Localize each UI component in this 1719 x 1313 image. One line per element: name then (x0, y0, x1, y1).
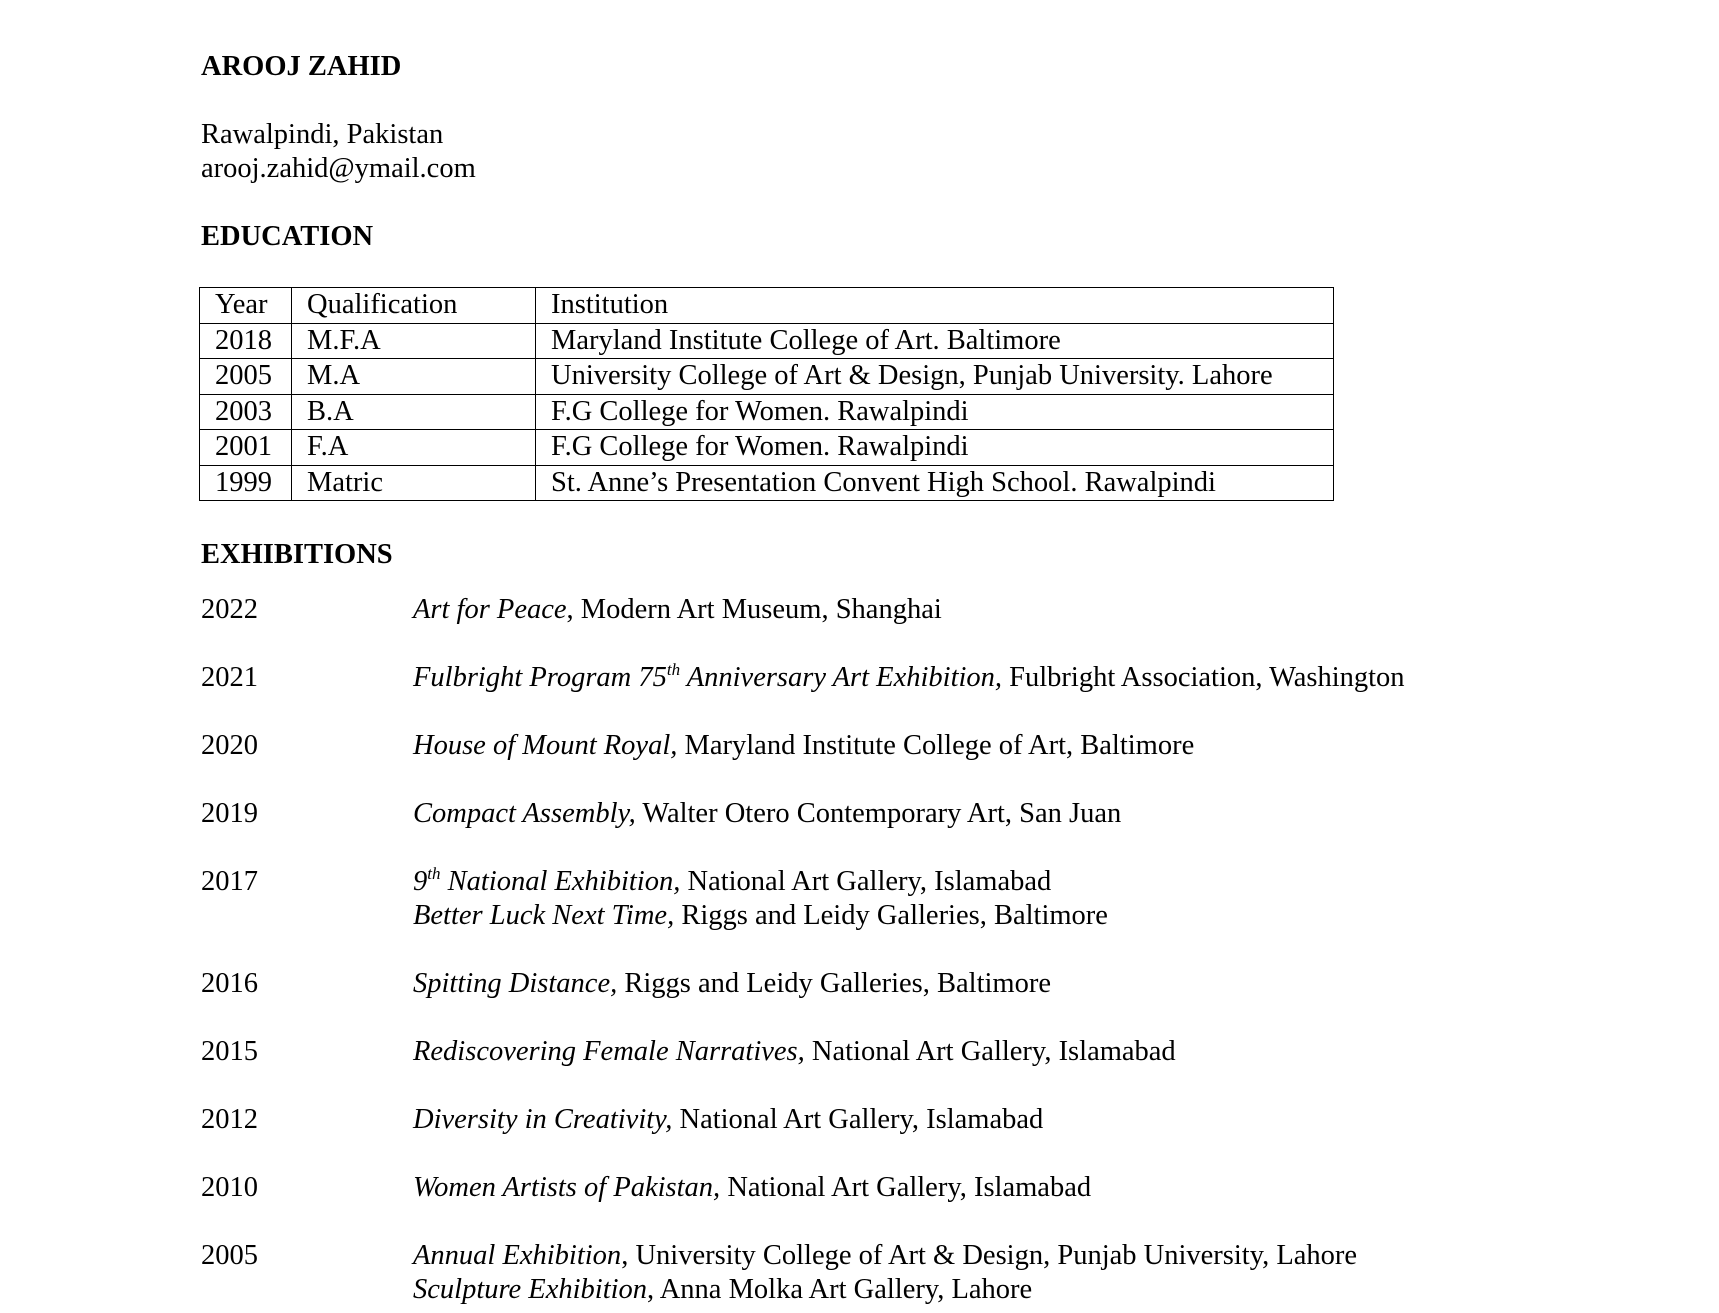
education-table (199, 287, 1334, 501)
column-header-institution: Institution (536, 288, 1334, 324)
exhibition-item (413, 661, 1405, 695)
exhibition-title (413, 1036, 805, 1067)
exhibition-item (413, 1273, 1357, 1307)
column-header-year: Year (200, 288, 292, 324)
exhibition-venue: Maryland Institute College of Art, Baltimore (677, 730, 1195, 761)
exhibition-items (413, 729, 1194, 763)
exhibition-items (413, 1239, 1357, 1307)
exhibition-venue: National Art Gallery, Islamabad (804, 1036, 1176, 1067)
table-row (200, 323, 1334, 359)
exhibition-venue: National Art Gallery, Islamabad (672, 1104, 1044, 1135)
table-row (200, 465, 1334, 501)
exhibition-year: 2012 (201, 1104, 258, 1135)
education-year: 2005 (200, 359, 292, 395)
exhibition-item (413, 865, 1108, 899)
exhibition-title (413, 866, 680, 897)
exhibition-title-text: Annual Exhibition (413, 1240, 622, 1271)
exhibition-title (413, 662, 1002, 693)
exhibition-title (413, 1240, 621, 1271)
education-institution: University College of Art & Design, Punjab University. Lahore (536, 359, 1334, 395)
exhibitions-heading: EXHIBITIONS (201, 539, 393, 570)
exhibition-title-text: Compact Assembly, (413, 798, 636, 829)
exhibition-title (413, 1274, 647, 1305)
exhibition-title (413, 798, 636, 829)
education-qualification: M.A (292, 359, 536, 395)
column-header-qualification: Qualification (292, 288, 536, 324)
education-institution: St. Anne’s Presentation Convent High School. Rawalpindi (536, 465, 1334, 501)
education-heading: EDUCATION (201, 221, 374, 252)
exhibition-item (413, 967, 1051, 1001)
education-qualification: F.A (292, 430, 536, 466)
exhibition-title-text: Spitting Distance, (413, 968, 618, 999)
exhibition-title (413, 968, 617, 999)
exhibition-item (413, 729, 1194, 763)
exhibition-items (413, 1171, 1091, 1205)
education-qualification: Matric (292, 465, 536, 501)
education-institution: F.G College for Women. Rawalpindi (536, 394, 1334, 430)
exhibition-venue: Riggs and Leidy Galleries, Baltimore (674, 900, 1108, 931)
exhibition-title-text: Rediscovering Female Narratives, (413, 1036, 805, 1067)
exhibition-title (413, 900, 674, 931)
table-row (200, 430, 1334, 466)
exhibition-item (413, 1103, 1043, 1137)
cv-name: AROOJ ZAHID (201, 51, 402, 82)
exhibition-venue: , University College of Art & Design, Punjab University, Lahore (621, 1240, 1358, 1271)
exhibition-venue: , Anna Molka Art Gallery, Lahore (647, 1274, 1033, 1305)
exhibition-year: 2021 (201, 662, 258, 693)
ordinal-suffix: th (427, 864, 441, 883)
education-header-row (200, 288, 1334, 324)
exhibition-item (413, 1171, 1091, 1205)
exhibition-title-text: Better Luck Next Time, (413, 900, 675, 931)
exhibition-year: 2016 (201, 968, 258, 999)
exhibition-year: 2020 (201, 730, 258, 761)
exhibition-venue: National Art Gallery, Islamabad (680, 866, 1052, 897)
education-institution: Maryland Institute College of Art. Baltimore (536, 323, 1334, 359)
education-year: 1999 (200, 465, 292, 501)
education-year: 2003 (200, 394, 292, 430)
exhibition-year: 2010 (201, 1172, 258, 1203)
exhibition-year: 2022 (201, 594, 258, 625)
education-year: 2001 (200, 430, 292, 466)
education-qualification: B.A (292, 394, 536, 430)
exhibition-items (413, 1035, 1176, 1069)
exhibition-title (413, 1172, 720, 1203)
exhibition-items (413, 967, 1051, 1001)
exhibition-item (413, 797, 1121, 831)
table-row (200, 359, 1334, 395)
exhibition-items (413, 865, 1108, 933)
exhibition-title-text: Art for Peace (413, 594, 567, 625)
exhibition-title-text: Women Artists of Pakistan, (413, 1172, 721, 1203)
exhibition-title-text: House of Mount Royal, (413, 730, 678, 761)
exhibition-title-text: 9 (413, 866, 428, 897)
education-year: 2018 (200, 323, 292, 359)
exhibition-year: 2019 (201, 798, 258, 829)
exhibition-title (413, 730, 677, 761)
exhibition-items (413, 593, 942, 627)
exhibition-title (413, 1104, 672, 1135)
exhibition-venue: Fulbright Association, Washington (1002, 662, 1405, 693)
table-row (200, 394, 1334, 430)
exhibition-venue: National Art Gallery, Islamabad (720, 1172, 1092, 1203)
exhibition-item (413, 899, 1108, 933)
exhibition-item (413, 593, 942, 627)
exhibition-title-text: Fulbright Program 75 (413, 662, 667, 693)
exhibition-venue: Riggs and Leidy Galleries, Baltimore (617, 968, 1051, 999)
education-qualification: M.F.A (292, 323, 536, 359)
exhibition-year: 2015 (201, 1036, 258, 1067)
exhibition-title (413, 594, 567, 625)
email-text: arooj.zahid@ymail.com (201, 153, 476, 184)
exhibition-venue: , Modern Art Museum, Shanghai (566, 594, 942, 625)
ordinal-suffix: th (666, 660, 681, 679)
exhibition-title-text: Sculpture Exhibition (413, 1274, 648, 1305)
exhibition-year: 2017 (201, 866, 258, 897)
location-text: Rawalpindi, Pakistan (201, 119, 444, 150)
exhibition-title-text: National Exhibition, (440, 866, 681, 897)
exhibition-item (413, 1035, 1176, 1069)
exhibition-item (413, 1239, 1357, 1273)
exhibition-venue: Walter Otero Contemporary Art, San Juan (635, 798, 1122, 829)
exhibition-items (413, 797, 1121, 831)
exhibition-title-text: Diversity in Creativity, (413, 1104, 673, 1135)
exhibition-items (413, 661, 1405, 695)
education-institution: F.G College for Women. Rawalpindi (536, 430, 1334, 466)
exhibition-year: 2005 (201, 1240, 258, 1271)
exhibition-items (413, 1103, 1043, 1137)
exhibition-title-text: Anniversary Art Exhibition, (680, 662, 1003, 693)
